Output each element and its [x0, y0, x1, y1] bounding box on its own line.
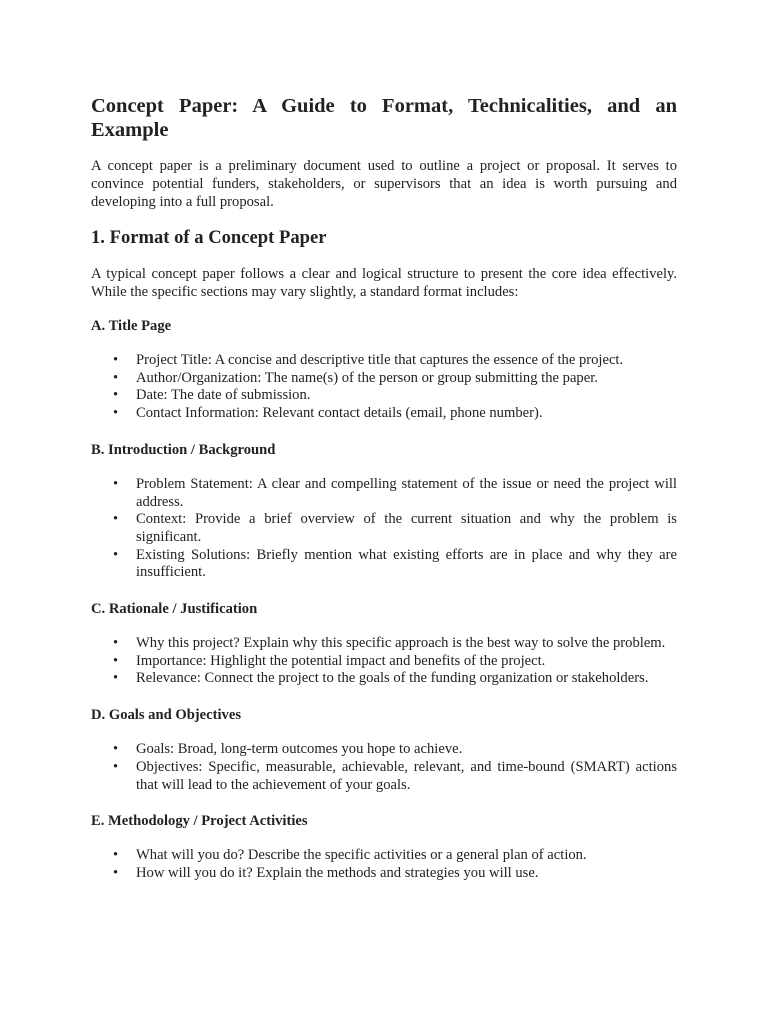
subsection-heading-methodology: E. Methodology / Project Activities [91, 813, 308, 830]
document-title: Concept Paper: A Guide to Format, Technicalities, and an Example [91, 95, 677, 141]
bullet-list-title-page [91, 352, 677, 423]
list-item: • Contact Information: Relevant contact details (email, phone number). [91, 405, 677, 423]
list-item: • What will you do? Describe the specific activities or a general plan of action. [91, 847, 677, 865]
bullet-list-methodology [91, 847, 677, 882]
list-item: • Importance: Highlight the potential impact and benefits of the project. [91, 653, 677, 671]
list-item: • Project Title: A concise and descriptive title that captures the essence of the project. [91, 352, 677, 370]
bullet-list-introduction [91, 476, 677, 582]
list-item: • Date: The date of submission. [91, 387, 677, 405]
section-heading: 1. Format of a Concept Paper [91, 227, 327, 248]
list-item: • Context: Provide a brief overview of the current situation and why the problem is significant. [91, 511, 677, 546]
list-item: • Author/Organization: The name(s) of the person or group submitting the paper. [91, 370, 677, 388]
bullet-list-rationale [91, 635, 677, 688]
intro-paragraph: A concept paper is a preliminary document used to outline a project or proposal. It serves to convince potential funders, stakeholders, or supervisors that an idea is worth pursuing and developing into a full proposal. [91, 158, 677, 210]
list-item: • Objectives: Specific, measurable, achievable, relevant, and time-bound (SMART) actions that will lead to the achievement of your goals. [91, 759, 677, 794]
list-item: • Why this project? Explain why this specific approach is the best way to solve the problem. [91, 635, 677, 653]
list-item: • Goals: Broad, long-term outcomes you hope to achieve. [91, 741, 677, 759]
subsection-heading-title-page: A. Title Page [91, 318, 172, 334]
list-item: • Relevance: Connect the project to the goals of the funding organization or stakeholders. [91, 670, 677, 688]
subsection-heading-rationale: C. Rationale / Justification [91, 601, 258, 618]
list-item: • Existing Solutions: Briefly mention what existing efforts are in place and why they are insufficient. [91, 547, 677, 582]
list-item: • How will you do it? Explain the methods and strategies you will use. [91, 865, 677, 883]
list-item: • Problem Statement: A clear and compelling statement of the issue or need the project will address. [91, 476, 677, 511]
subsection-heading-introduction: B. Introduction / Background [91, 441, 276, 458]
subsection-heading-goals: D. Goals and Objectives [91, 707, 241, 724]
bullet-list-goals [91, 741, 677, 794]
section-intro-paragraph: A typical concept paper follows a clear and logical structure to present the core idea effectively. While the specific sections may vary slightly, a standard format includes: [91, 266, 677, 300]
